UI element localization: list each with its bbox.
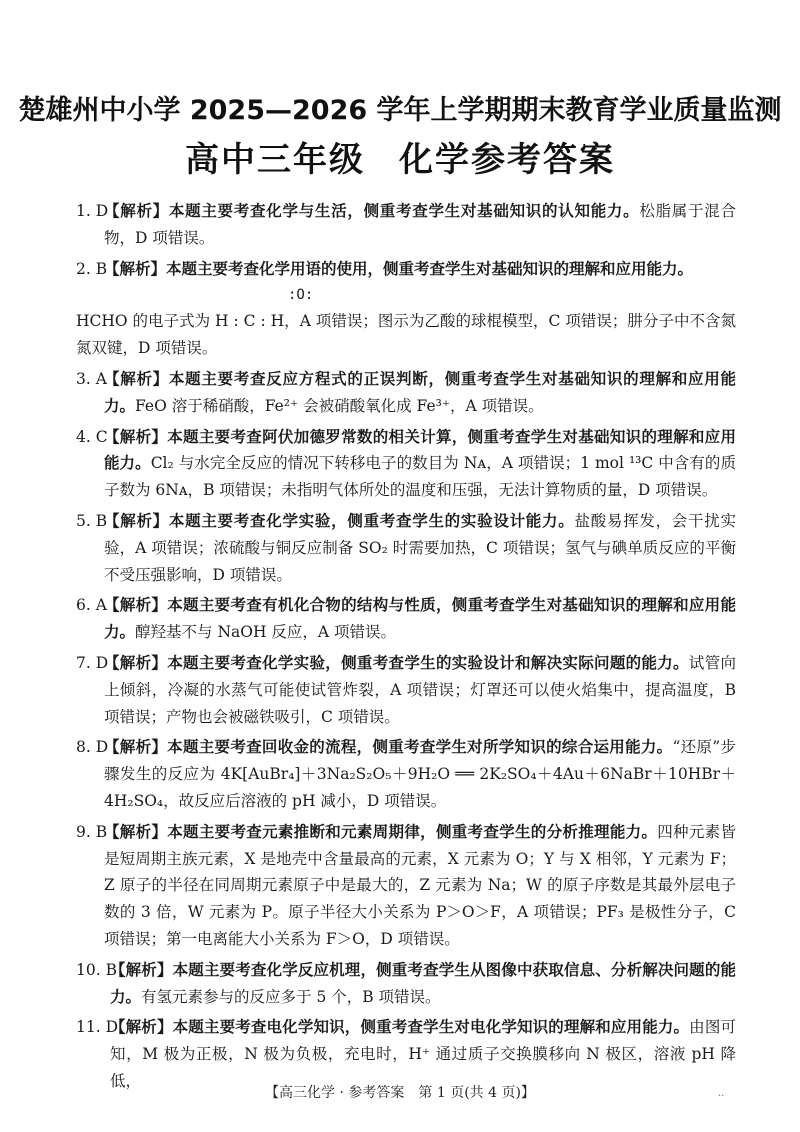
- analysis-lead: 【解析】本题主要考查化学实验，侧重考查学生的实验设计能力。: [104, 511, 575, 530]
- answer-number: 8. D: [76, 738, 109, 757]
- answer-item-2: [76, 256, 736, 362]
- answer-item-8: [76, 734, 736, 814]
- answer-number: 1. D: [76, 202, 109, 220]
- answer-item-1: [76, 198, 736, 252]
- answer-list: [76, 198, 736, 1099]
- analysis-lead: 【解析】本题主要考查有机化合物的结构与性质，侧重考查学生对基础知识的理解和应用能力。: [104, 596, 736, 642]
- answer-item-7: [76, 650, 736, 730]
- answer-item-10: [76, 957, 736, 1011]
- analysis-body: 盐酸易挥发，会干扰实验，A 项错误；浓硫酸与铜反应制备 SO₂ 时需要加热，C 项错误；氢气与碘单质反应的平衡不受压强影响，D 项错误。: [104, 511, 736, 584]
- analysis-lead: 【解析】本题主要考查化学用语的使用，侧重考查学生对基础知识的理解和应用能力。: [104, 259, 694, 278]
- answer-item-9: [76, 819, 736, 953]
- analysis-body: 试管向上倾斜，冷凝的水蒸气可能使试管炸裂，A 项错误；灯罩还可以使火焰集中，提高温度，B 项错误；产物也会被磁铁吸引，C 项错误。: [104, 653, 736, 726]
- answer-number: 4. C: [76, 427, 108, 446]
- analysis-lead: 【解析】本题主要考查化学实验，侧重考查学生的实验设计和解决实际问题的能力。: [104, 653, 689, 672]
- analysis-body: 有氢元素参与的反应多于 5 个，B 项错误。: [141, 987, 441, 1006]
- answer-number: 2. B: [76, 259, 108, 278]
- analysis-body: HCHO 的电子式为 H : C : H，A 项错误；图示为乙酸的球棍模型，C 项错误；肼分子中不含氮氮双键，D 项错误。: [76, 312, 736, 358]
- answer-number: 3. A: [76, 369, 107, 388]
- answer-number: 6. A: [76, 596, 107, 615]
- answer-item-6: [76, 592, 736, 646]
- analysis-lead: 【解析】本题主要考查反应方程式的正误判断，侧重考查学生对基础知识的理解和应用能力。: [104, 369, 736, 415]
- exam-title: 楚雄州中小学 2025—2026 学年上学期期末教育学业质量监测: [18, 95, 782, 126]
- analysis-body: 醇羟基不与 NaOH 反应，A 项错误。: [135, 623, 397, 642]
- analysis-body: FeO 溶于稀硝酸，Fe²⁺ 会被硝酸氧化成 Fe³⁺，A 项错误。: [135, 396, 544, 415]
- answer-item-3: [76, 366, 736, 420]
- answer-number: 11. D: [76, 1018, 119, 1037]
- corner-mark: ..: [718, 1088, 725, 1099]
- analysis-body: 由图可知，M 极为正极，N 极为负极，充电时，H⁺ 通过质子交换膜移向 N 极区，溶液 pH 降低，: [110, 1018, 736, 1090]
- lewis-structure-oxygen: :O:: [288, 287, 314, 304]
- analysis-body: 四种元素皆是短周期主族元素，X 是地壳中含量最高的元素，X 元素为 O；Y 与 X 相邻，Y 元素为 F；Z 原子的半径在同周期元素原子中是最大的，Z 元素为 Na；W 的原子序数是其最外层电子数的 3 倍，W 元素为 P。原子半径大小关系为 P＞O＞F，A 项错误；PF₃ 是极性分子，C 项错误；第一电离能大小关系为 F＞O，D 项错误。: [104, 822, 736, 948]
- analysis-lead: 【解析】本题主要考查阿伏加德罗常数的相关计算，侧重考查学生对基础知识的理解和应用能力。: [104, 427, 736, 473]
- page-footer: 【高三化学 · 参考答案 第 1 页(共 4 页)】: [265, 1085, 535, 1101]
- analysis-body: Cl₂ 与水完全反应的情况下转移电子的数目为 Nᴀ，A 项错误；1 mol ¹³C 中含有的质子数为 6Nᴀ，B 项错误；未指明气体所处的温度和压强，无法计算物质的量，D 项错误。: [104, 454, 736, 500]
- answer-label: 化学参考答案: [399, 140, 615, 180]
- answer-number: 5. B: [76, 511, 108, 530]
- answer-item-5: [76, 508, 736, 588]
- answer-number: 7. D: [76, 653, 109, 672]
- grade-label: 高中三年级: [185, 140, 365, 180]
- answer-item-4: [76, 424, 736, 504]
- answer-number: 10. B: [76, 960, 117, 979]
- subject-title: [0, 132, 800, 181]
- analysis-lead: 【解析】本题主要考查回收金的流程，侧重考查学生对所学知识的综合运用能力。: [104, 738, 673, 757]
- lewis-structure-row: [104, 282, 736, 308]
- analysis-lead: 【解析】本题主要考查化学与生活，侧重考查学生对基础知识的认知能力。: [104, 202, 640, 220]
- analysis-lead: 【解析】本题主要考查化学反应机理，侧重考查学生从图像中获取信息、分析解决问题的能力。: [110, 960, 736, 1006]
- analysis-body: “还原”步骤发生的反应为 4K[AuBr₄]＋3Na₂S₂O₅＋9H₂O ══ 2K₂SO₄＋4Au＋6NaBr＋10HBr＋4H₂SO₄，故反应后溶液的 pH 减小，D 项错误。: [104, 738, 736, 810]
- answer-number: 9. B: [76, 822, 108, 841]
- analysis-body: 松脂属于混合物，D 项错误。: [104, 202, 736, 247]
- analysis-lead: 【解析】本题主要考查电化学知识，侧重考查学生对电化学知识的理解和应用能力。: [110, 1018, 690, 1037]
- analysis-lead: 【解析】本题主要考查元素推断和元素周期律，侧重考查学生的分析推理能力。: [104, 822, 658, 841]
